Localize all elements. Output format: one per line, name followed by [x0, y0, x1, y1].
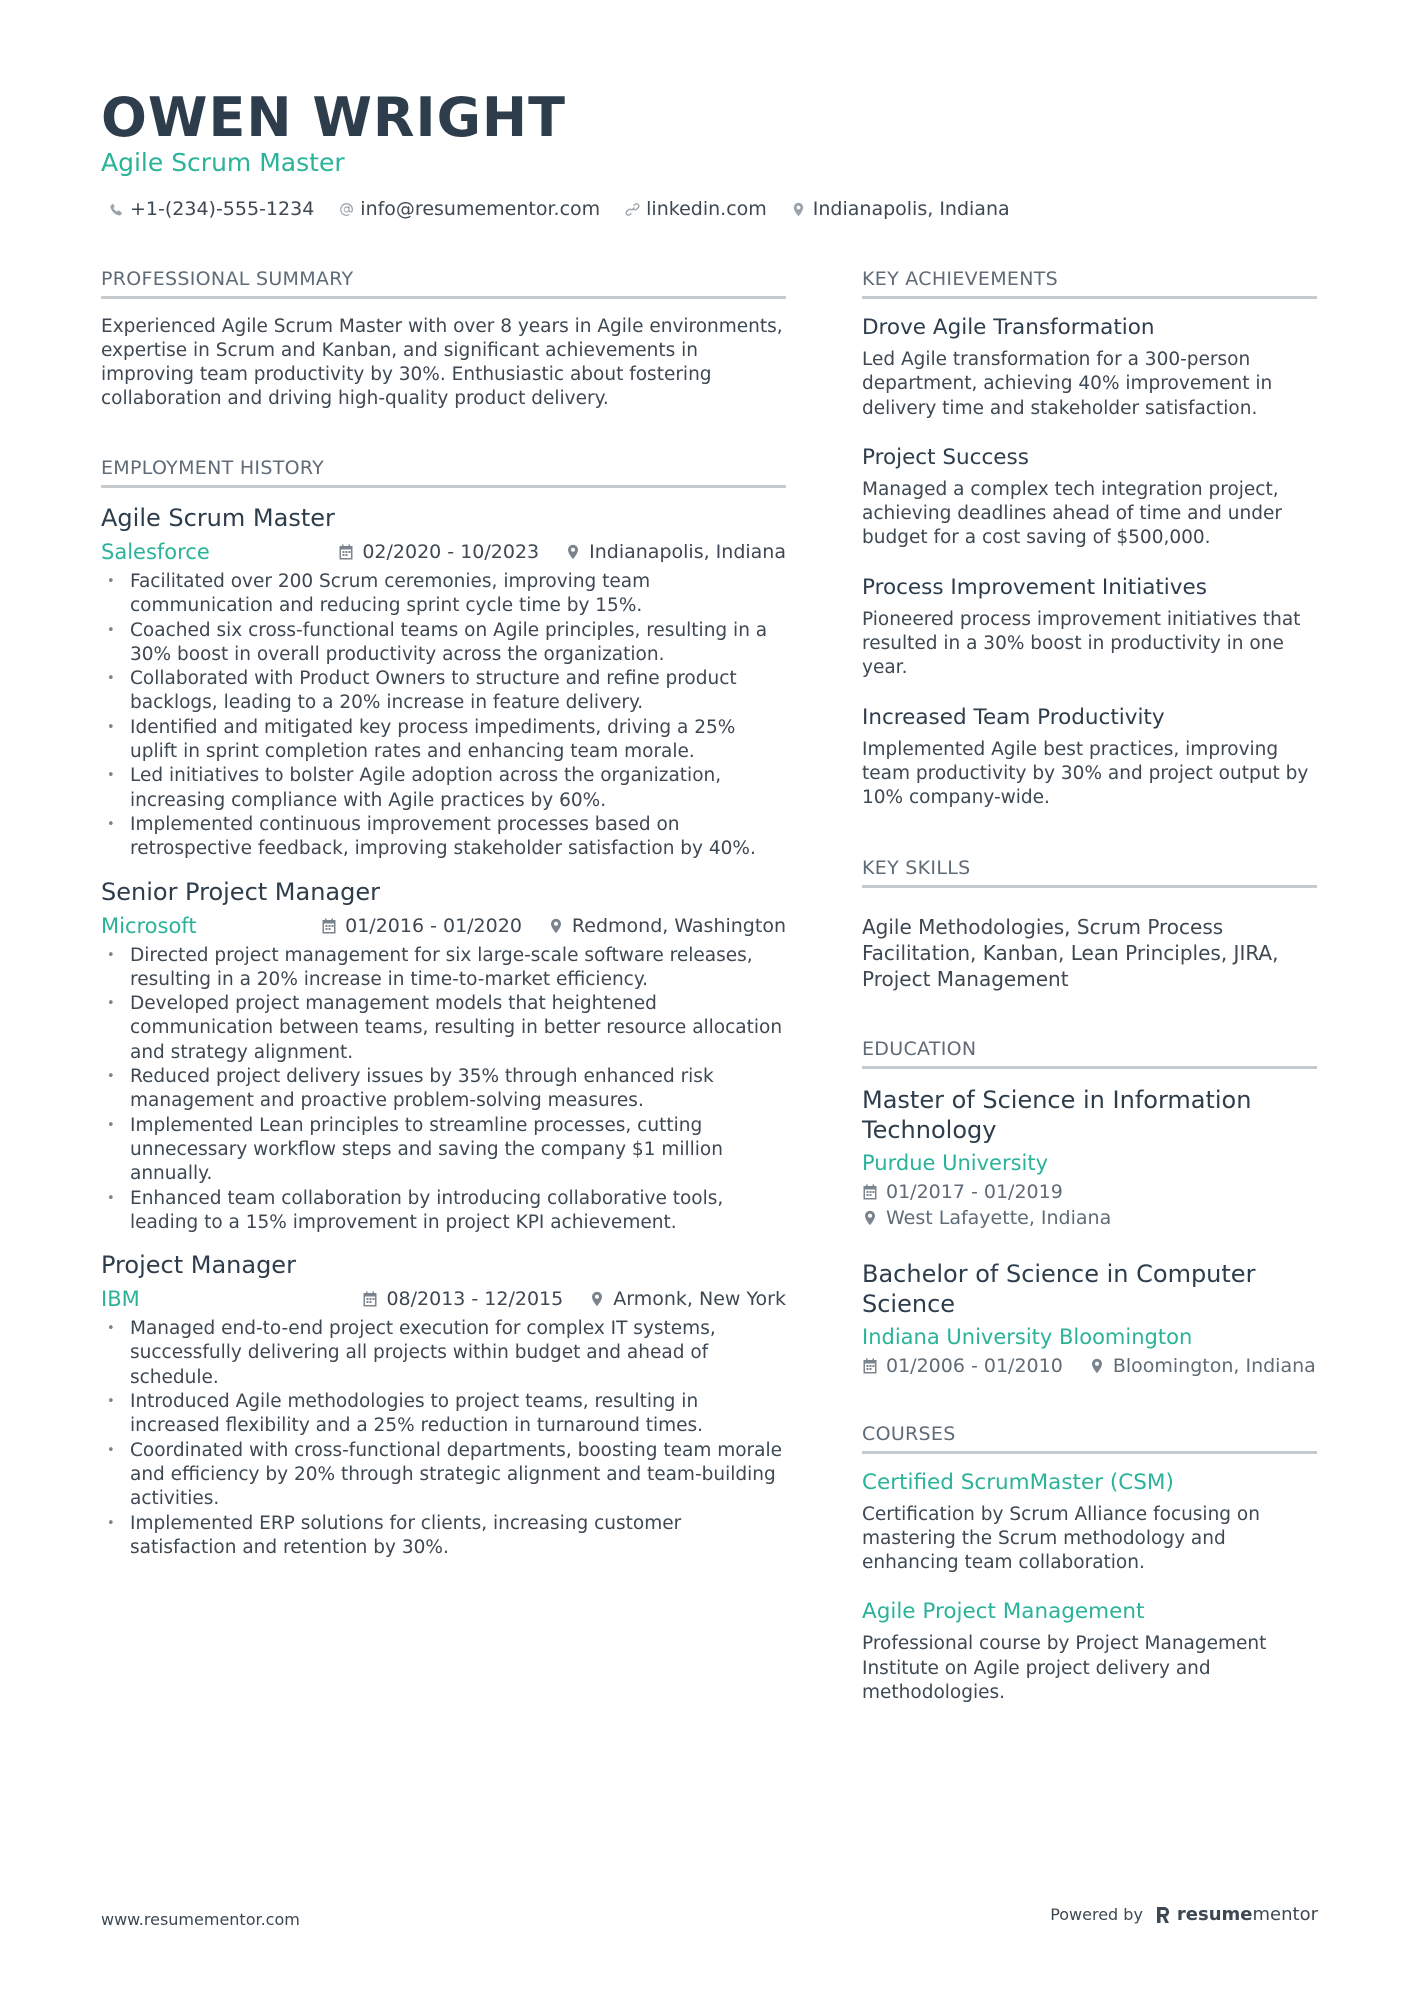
education-heading: EDUCATION [862, 1038, 1317, 1069]
contact-linkedin[interactable] [624, 198, 767, 220]
brand-bold: resume [1176, 1904, 1253, 1925]
education-school: Indiana University Bloomington [862, 1324, 1193, 1349]
location-pin-icon [862, 1210, 878, 1226]
bullet: • Facilitated over 200 Scrum ceremonies, improving team communication and reducing sprint cycle time by 15%. [101, 570, 786, 619]
bullet: • Reduced project delivery issues by 35% through enhanced risk management and proactive problem-solving measures. [101, 1065, 786, 1114]
job-title: Project Manager [101, 1251, 296, 1280]
resumementor-logo-icon [1155, 1905, 1171, 1925]
phone-icon [108, 201, 124, 217]
achievement-item [862, 445, 1317, 551]
bullet: • Managed end-to-end project execution for complex IT systems, successfully delivering all projects within budget and ahead of schedule. [101, 1317, 786, 1390]
achievement-item [862, 705, 1317, 811]
education-location: Bloomington, Indiana [1112, 1354, 1316, 1377]
job-dates: 01/2016 - 01/2020 [345, 914, 522, 937]
location-pin-icon [1089, 1358, 1105, 1374]
right-column [862, 268, 1317, 1729]
phone-text: +1-(234)-555-1234 [130, 198, 315, 220]
achievement-title: Process Improvement Initiatives [862, 574, 1207, 600]
contact-phone[interactable] [108, 198, 314, 220]
contact-bar [108, 198, 1010, 220]
job-company: Salesforce [101, 540, 210, 564]
job-location: Armonk, New York [613, 1288, 786, 1311]
job-bullets [101, 1317, 786, 1560]
achievement-desc: Implemented Agile best practices, improving team productivity by 30% and project output by 10% company-wide. [862, 738, 1309, 809]
calendar-icon [862, 1184, 878, 1200]
course-desc: Professional course by Project Management Institute on Agile project delivery and methodologies. [862, 1633, 1267, 1704]
footer-website[interactable]: www.resumementor.com [101, 1910, 300, 1929]
calendar-icon [338, 544, 354, 560]
calendar-icon [862, 1358, 878, 1374]
location-pin-icon [565, 544, 581, 560]
achievement-title: Project Success [862, 444, 1029, 470]
course-desc: Certification by Scrum Alliance focusing on mastering the Scrum methodology and enhancing team collaboration. [862, 1503, 1260, 1574]
bullet: • Implemented continuous improvement processes based on retrospective feedback, improving stakeholder satisfaction by 40%. [101, 813, 786, 862]
bullet: • Directed project management for six large-scale software releases, resulting in a 20% increase in time-to-market efficiency. [101, 944, 786, 993]
education-dates: 01/2006 - 01/2010 [886, 1354, 1063, 1377]
job-bullets [101, 944, 786, 1236]
bullet: • Implemented ERP solutions for clients, increasing customer satisfaction and retention by 30%. [101, 1512, 786, 1561]
footer-branding [1050, 1904, 1318, 1925]
education-degree: Master of Science in Information Technology [862, 1085, 1252, 1144]
link-icon [624, 201, 640, 217]
at-icon [338, 201, 354, 217]
contact-location [791, 198, 1010, 220]
job-dates: 08/2013 - 12/2015 [386, 1288, 564, 1311]
location-text: Indianapolis, Indiana [812, 198, 1010, 220]
achievement-item [862, 575, 1317, 681]
powered-by-label: Powered by [1050, 1905, 1143, 1924]
achievement-title: Increased Team Productivity [862, 704, 1165, 730]
job-company: Microsoft [101, 913, 197, 938]
job-title: Senior Project Manager [101, 877, 380, 906]
linkedin-text: linkedin.com [646, 198, 767, 220]
left-column [101, 268, 786, 1576]
job-location: Redmond, Washington [571, 914, 786, 937]
bullet: • Led initiatives to bolster Agile adoption across the organization, increasing compliance with Agile practices by 60%. [101, 764, 786, 813]
skills-text: Agile Methodologies, Scrum Process Facilitation, Kanban, Lean Principles, JIRA, Project Management [862, 914, 1279, 991]
education-degree: Bachelor of Science in Computer Science [862, 1259, 1256, 1318]
job-company: IBM [101, 1287, 140, 1312]
brand-rest: mentor [1252, 1904, 1318, 1925]
skills-heading: KEY SKILLS [862, 857, 1317, 888]
location-pin-icon [548, 918, 564, 934]
candidate-name: OWEN WRIGHT [101, 86, 566, 149]
education-school: Purdue University [862, 1150, 1049, 1175]
education-item [862, 1259, 1317, 1377]
achievement-desc: Pioneered process improvement initiatives that resulted in a 30% boost in productivity in one year. [862, 608, 1301, 679]
job-bullets [101, 570, 786, 862]
course-item [862, 1470, 1317, 1576]
employment-heading: EMPLOYMENT HISTORY [101, 457, 786, 488]
job-dates: 02/2020 - 10/2023 [362, 541, 540, 563]
course-item [862, 1599, 1317, 1705]
education-location: West Lafayette, Indiana [886, 1206, 1112, 1229]
bullet: • Enhanced team collaboration by introducing collaborative tools, leading to a 15% improvement in project KPI achievement. [101, 1187, 786, 1236]
bullet: • Implemented Lean principles to streamline processes, cutting unnecessary workflow steps and saving the company $1 million annually. [101, 1114, 786, 1187]
job-entry [101, 878, 786, 1236]
job-location: Indianapolis, Indiana [589, 541, 786, 563]
brand-logo[interactable] [1155, 1904, 1318, 1925]
job-title: Agile Scrum Master [101, 504, 335, 532]
calendar-icon [362, 1291, 378, 1307]
candidate-title: Agile Scrum Master [101, 148, 345, 177]
course-title: Agile Project Management [862, 1599, 1145, 1625]
courses-heading: COURSES [862, 1423, 1317, 1454]
bullet: • Identified and mitigated key process impediments, driving a 25% uplift in sprint completion rates and enhancing team morale. [101, 716, 786, 765]
bullet: • Coached six cross-functional teams on Agile principles, resulting in a 30% boost in overall productivity across the organization. [101, 619, 786, 668]
location-pin-icon [589, 1291, 605, 1307]
achievement-desc: Led Agile transformation for a 300-person department, achieving 40% improvement in delivery time and stakeholder satisfaction. [862, 349, 1273, 419]
achievement-title: Drove Agile Transformation [862, 315, 1155, 340]
education-item [862, 1085, 1317, 1229]
job-entry [101, 1251, 786, 1560]
bullet: • Collaborated with Product Owners to structure and refine product backlogs, leading to a 20% increase in feature delivery. [101, 667, 786, 716]
course-title: Certified ScrumMaster (CSM) [862, 1469, 1174, 1495]
education-dates: 01/2017 - 01/2019 [886, 1180, 1063, 1203]
summary-text: Experienced Agile Scrum Master with over 8 years in Agile environments, expertise in Scrum and Kanban, and significant achievements in improving team productivity by 30%. Enthusiastic about fostering collaboration and driving high-quality product delivery. [101, 316, 783, 409]
achievement-item [862, 315, 1317, 421]
contact-email[interactable] [338, 198, 600, 220]
bullet: • Introduced Agile methodologies to project teams, resulting in increased flexibility and a 25% reduction in turnaround times. [101, 1390, 786, 1439]
email-text: info@resumementor.com [360, 198, 601, 220]
calendar-icon [321, 918, 337, 934]
summary-heading: PROFESSIONAL SUMMARY [101, 268, 786, 299]
achievement-desc: Managed a complex tech integration project, achieving deadlines ahead of time and under budget for a cost saving of $500,000. [862, 478, 1282, 549]
location-pin-icon [791, 201, 807, 217]
job-entry [101, 504, 786, 862]
bullet: • Developed project management models that heightened communication between teams, resulting in better resource allocation and strategy alignment. [101, 992, 786, 1065]
bullet: • Coordinated with cross-functional departments, boosting team morale and efficiency by 20% through strategic alignment and team-building activities. [101, 1439, 786, 1512]
achievements-heading: KEY ACHIEVEMENTS [862, 268, 1317, 299]
